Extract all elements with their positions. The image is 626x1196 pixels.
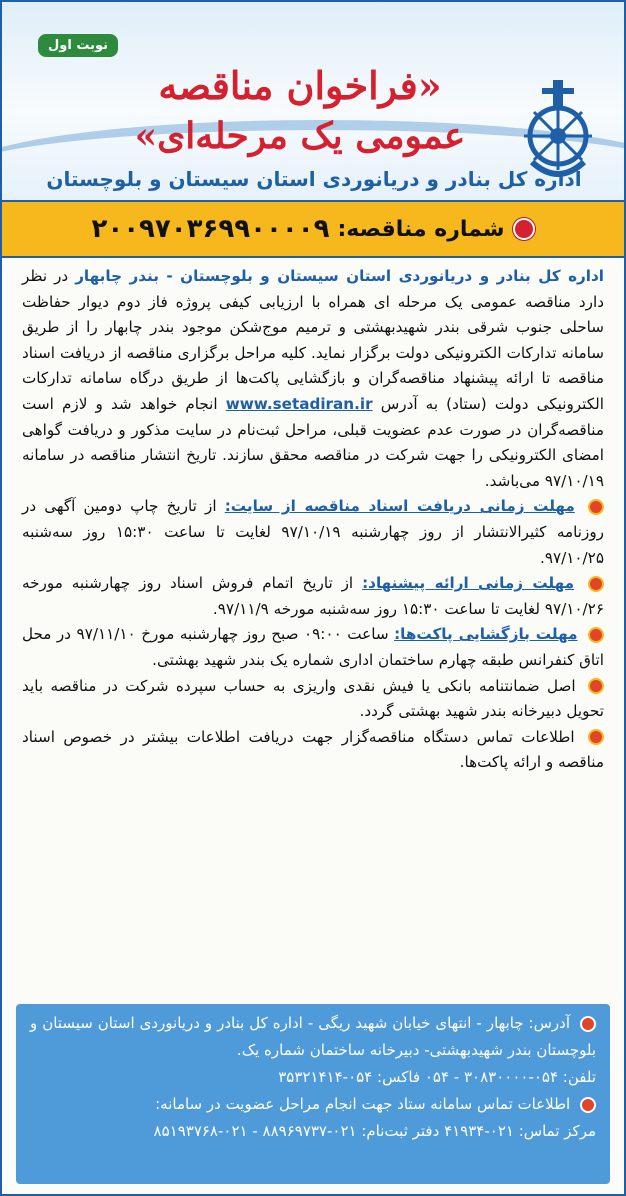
setad-website-link[interactable]: www.setadiran.ir bbox=[225, 394, 373, 413]
organization-name: اداره کل بنادر و دریانوردی استان سیستان و بلوچستان - بندر چابهار bbox=[75, 267, 604, 285]
item-label: مهلت زمانی دریافت اسناد مناقصه از سایت: bbox=[224, 497, 575, 516]
item-text: اطلاعات تماس دستگاه مناقصه‌گزار جهت دریافت اطلاعات بیشتر در خصوص اسناد مناقصه و ارائه پاکت‌ها. bbox=[22, 727, 604, 772]
footer-address bbox=[30, 1010, 596, 1064]
item-text: از تاریخ چاپ دومین آگهی در روزنامه کثیرالانتشار از روز چهارشنبه ۹۷/۱۰/۱۹ لغایت تا ساعت ۱۵:۳۰ روز سه‌شنبه ۹۷/۱۰/۲۵. bbox=[22, 497, 605, 567]
first-notice-badge: نوبت اول bbox=[38, 34, 118, 57]
bullet-icon bbox=[580, 1016, 596, 1032]
tender-number-label: شماره مناقصه: bbox=[337, 216, 505, 242]
bullet-icon bbox=[588, 499, 604, 515]
bullet-icon bbox=[588, 729, 604, 745]
item-text: اصل ضمانتنامه بانکی یا فیش نقدی واریزی به حساب سپرده شرکت در مناقصه باید تحویل دبیرخانه بندر شهید بهشتی گردد. bbox=[22, 676, 604, 721]
setad-title: اطلاعات تماس سامانه ستاد جهت انجام مراحل عضویت در سامانه: bbox=[155, 1095, 571, 1113]
intro-text-1: در نظر دارد مناقصه عمومی یک مرحله ای همراه با ارزیابی کیفی پروژه فاز دوم دیوار حفاظت ساحلی جنوب شرقی بندر شهیدبهشتی و ترمیم موج‌شکن موجود بندر چابهار را از طریق سامانه تدارکات الکترونیکی دولت برگزار نماید. کلیه مراحل برگزاری مناقصه از دریافت اسناد مناقصه تا ارائه پیشنهاد مناقصه‌گران و بازگشایی پاکت‌ها از طریق درگاه سامانه تدارکات الکترونیکی دولت (ستاد) به آدرس bbox=[22, 267, 604, 413]
address-text: آدرس: چابهار - انتهای خیابان شهید ریگی - اداره کل بنادر و دریانوردی استان سیستان و بلوچستان بندر شهیدبهشتی- دبیرخانه ساختمان شماره یک. bbox=[30, 1014, 596, 1059]
list-item-guarantee bbox=[22, 674, 604, 725]
title-line-2: عمومی یک مرحله‌ای» bbox=[134, 115, 466, 157]
bullet-icon bbox=[588, 678, 604, 694]
notice-body bbox=[2, 258, 624, 776]
footer-setad bbox=[30, 1091, 596, 1118]
list-item-opening-time bbox=[22, 622, 604, 673]
bullet-icon bbox=[588, 576, 604, 592]
list-item-proposal-deadline bbox=[22, 571, 604, 622]
list-item-documents-deadline bbox=[22, 494, 604, 571]
intro-paragraph bbox=[22, 264, 604, 494]
item-label: مهلت بازگشایی پاکت‌ها: bbox=[394, 625, 578, 644]
red-dot-icon bbox=[513, 218, 535, 240]
contact-footer bbox=[16, 1004, 610, 1184]
organization-subtitle: اداره کل بنادر و دریانوردی استان سیستان و بلوچستان bbox=[46, 167, 582, 191]
item-label: مهلت زمانی ارائه پیشنهاد: bbox=[362, 574, 575, 593]
item-text: از تاریخ اتمام فروش اسناد روز چهارشنبه مورخه ۹۷/۱۰/۲۶ لغایت تا ساعت ۱۵:۳۰ روز سه‌شنبه مورخه ۹۷/۱۱/۹. bbox=[22, 574, 604, 618]
intro-text-2: انجام خواهد شد و لازم است مناقصه‌گران در صورت عدم عضویت قبلی، مراحل ثبت‌نام در سایت مذکور و دریافت گواهی امضای الکترونیکی را جهت شرکت در مناقصه محقق سازند. تاریخ انتشار مناقصه در سامانه ۹۷/۱۰/۱۹ می‌باشد. bbox=[22, 394, 604, 490]
bullet-icon bbox=[580, 1097, 596, 1113]
item-text: ساعت ۰۹:۰۰ صبح روز چهارشنبه مورخ ۹۷/۱۱/۱۰ در محل اتاق کنفرانس طبقه چهارم ساختمان اداری شماره یک بندر شهید بهشتی. bbox=[22, 625, 604, 669]
list-item-contact-info bbox=[22, 725, 604, 776]
bullet-icon bbox=[588, 627, 604, 643]
header bbox=[2, 2, 624, 202]
footer-setad-contact: مرکز تماس: ۰۲۱-۴۱۹۳۴ دفتر ثبت‌نام: ۰۲۱-۸۸۹۶۹۷۳۷ - ۰۲۱-۸۵۱۹۳۷۶۸ bbox=[153, 1122, 596, 1140]
title-line-1: «فراخوان مناقصه bbox=[158, 63, 442, 108]
tender-number-value: ۲۰۰۹۷۰۳۶۹۹۰۰۰۰۹ bbox=[91, 214, 330, 244]
tender-number-bar bbox=[2, 202, 624, 258]
footer-phone: تلفن: ۰۵۴-۳۰۸۳۰۰۰۰ - ۰۵۴ فاکس: ۰۵۴-۳۵۳۲۱۴۱۴ bbox=[278, 1068, 596, 1086]
